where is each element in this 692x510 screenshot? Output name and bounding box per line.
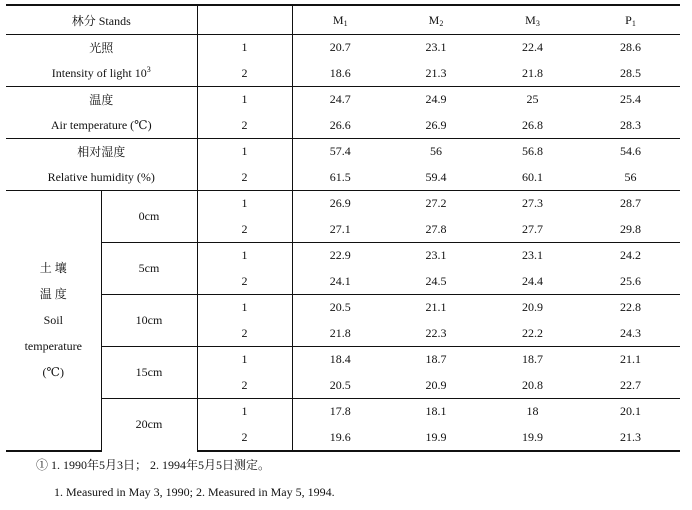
depth-label: 10cm (101, 295, 197, 347)
label-superscript: 3 (146, 64, 151, 74)
col-header-m2: $M_2$ (388, 5, 484, 35)
value-cell: 26.6 (329, 117, 351, 132)
value-cell: 21.8 (522, 65, 544, 80)
value-cell: 21.3 (581, 425, 680, 451)
value-cell: 20.5 (329, 377, 351, 392)
value-cell: 24.2 (581, 243, 680, 269)
row-index: 1 (197, 87, 292, 113)
value-cell: 22.3 (425, 325, 447, 340)
table-body (6, 5, 680, 451)
value-cell: 27.1 (329, 221, 351, 236)
table-row (6, 191, 680, 217)
row-label-cn (6, 35, 197, 61)
row-label-en (6, 61, 197, 87)
depth-label: 20cm (101, 399, 197, 451)
value-cell: 19.6 (292, 425, 388, 451)
value-cell: 25 (484, 87, 581, 113)
col-header-m1: $M_1$ (292, 5, 388, 35)
row-label-text: 温度 (89, 93, 114, 108)
row-label-en (6, 165, 197, 191)
row-index: 2 (197, 113, 292, 139)
value-cell: 23.1 (425, 40, 447, 55)
table-row (6, 243, 680, 269)
value-cell: 29.8 (620, 221, 642, 236)
value-cell: 25.4 (581, 87, 680, 113)
value-cell: 27.3 (484, 191, 581, 217)
value-cell: 21.8 (329, 325, 351, 340)
value-cell: 61.5 (329, 169, 351, 184)
col-header-m3: $M_3$ (484, 5, 581, 35)
value-cell: 19.9 (388, 425, 484, 451)
value-cell: 56 (624, 169, 637, 184)
value-cell: 23.1 (484, 243, 581, 269)
row-index: 2 (197, 373, 292, 399)
value-cell: 21.3 (425, 65, 447, 80)
row-label-en (6, 113, 197, 139)
table-row (6, 399, 680, 425)
depth-label: 15cm (101, 347, 197, 399)
value-cell: 17.8 (292, 399, 388, 425)
value-cell: 28.5 (620, 65, 642, 80)
row-index: 1 (197, 35, 292, 61)
row-label-text: Intensity of light 10 (51, 65, 147, 80)
value-cell: 22.4 (522, 40, 544, 55)
row-index: 2 (197, 165, 292, 191)
soil-label-line: (℃) (42, 365, 64, 380)
value-cell: 18.7 (484, 347, 581, 373)
value-cell: 18.7 (388, 347, 484, 373)
row-index: 2 (197, 269, 292, 295)
value-cell: 57.4 (292, 139, 388, 165)
row-index: 2 (197, 217, 292, 243)
value-cell: 23.1 (388, 243, 484, 269)
value-cell: 26.9 (425, 117, 447, 132)
value-cell: 28.6 (620, 40, 642, 55)
value-cell: 20.1 (581, 399, 680, 425)
index-header (197, 5, 292, 35)
value-cell: 25.6 (620, 273, 642, 288)
value-cell: 26.8 (522, 117, 544, 132)
soil-label-line: 土 壤 (39, 261, 67, 276)
value-cell: 24.4 (522, 273, 544, 288)
value-cell: 20.9 (484, 295, 581, 321)
footnote-en: 1. Measured in May 3, 1990; 2. Measured in May 5, 1994. (54, 485, 335, 499)
data-table (6, 4, 680, 452)
row-index: 2 (197, 321, 292, 347)
value-cell: 27.7 (522, 221, 544, 236)
table-row (6, 165, 680, 191)
table-row (6, 35, 680, 61)
stands-header: 林分 Stands (6, 5, 197, 35)
value-cell: 21.1 (388, 295, 484, 321)
value-cell: 19.9 (484, 425, 581, 451)
table-row (6, 87, 680, 113)
depth-label: 0cm (101, 191, 197, 243)
row-index: 2 (197, 61, 292, 87)
value-cell: 20.7 (329, 40, 351, 55)
soil-label-line: 温 度 (39, 287, 67, 302)
row-index: 1 (197, 347, 292, 373)
value-cell: 18.1 (388, 399, 484, 425)
soil-temperature-label (6, 191, 101, 451)
depth-label: 5cm (101, 243, 197, 295)
value-cell: 22.8 (581, 295, 680, 321)
row-label-text: 相对湿度 (77, 145, 126, 160)
value-cell: 24.5 (425, 273, 447, 288)
value-cell: 56 (388, 139, 484, 165)
soil-label-line: temperature (24, 339, 82, 354)
row-label-text: Air temperature (℃) (50, 117, 152, 132)
value-cell: 22.9 (292, 243, 388, 269)
row-label-text: 光照 (89, 41, 114, 56)
value-cell: 27.8 (425, 221, 447, 236)
header-row (6, 5, 680, 35)
soil-label-line: Soil (43, 313, 63, 328)
value-cell: 20.8 (522, 377, 544, 392)
value-cell: 18.4 (292, 347, 388, 373)
value-cell: 28.3 (620, 117, 642, 132)
row-label-cn (6, 139, 197, 165)
col-header-p1: $P_1$ (581, 5, 680, 35)
row-index: 1 (197, 295, 292, 321)
value-cell: 59.4 (425, 169, 447, 184)
value-cell: 24.9 (388, 87, 484, 113)
row-label-text: Relative humidity (%) (47, 169, 155, 184)
value-cell: 18.6 (329, 65, 351, 80)
value-cell: 27.2 (388, 191, 484, 217)
table-row (6, 347, 680, 373)
table-row (6, 113, 680, 139)
footnotes (36, 456, 335, 510)
table-row (6, 139, 680, 165)
value-cell: 24.3 (620, 325, 642, 340)
row-index: 1 (197, 243, 292, 269)
value-cell: 22.2 (522, 325, 544, 340)
value-cell: 28.7 (581, 191, 680, 217)
row-index: 1 (197, 139, 292, 165)
row-index: 2 (197, 425, 292, 451)
row-index: 1 (197, 191, 292, 217)
row-label-cn (6, 87, 197, 113)
value-cell: 21.1 (581, 347, 680, 373)
value-cell: 20.5 (292, 295, 388, 321)
value-cell: 60.1 (522, 169, 544, 184)
table-row (6, 295, 680, 321)
value-cell: 24.7 (292, 87, 388, 113)
value-cell: 22.7 (620, 377, 642, 392)
table-row (6, 61, 680, 87)
row-index: 1 (197, 399, 292, 425)
footnote-cn: ① 1. 1990年5月3日； 2. 1994年5月5日测定。 (36, 458, 271, 472)
value-cell: 20.9 (425, 377, 447, 392)
value-cell: 56.8 (484, 139, 581, 165)
value-cell: 26.9 (292, 191, 388, 217)
value-cell: 18 (484, 399, 581, 425)
value-cell: 24.1 (329, 273, 351, 288)
value-cell: 54.6 (581, 139, 680, 165)
